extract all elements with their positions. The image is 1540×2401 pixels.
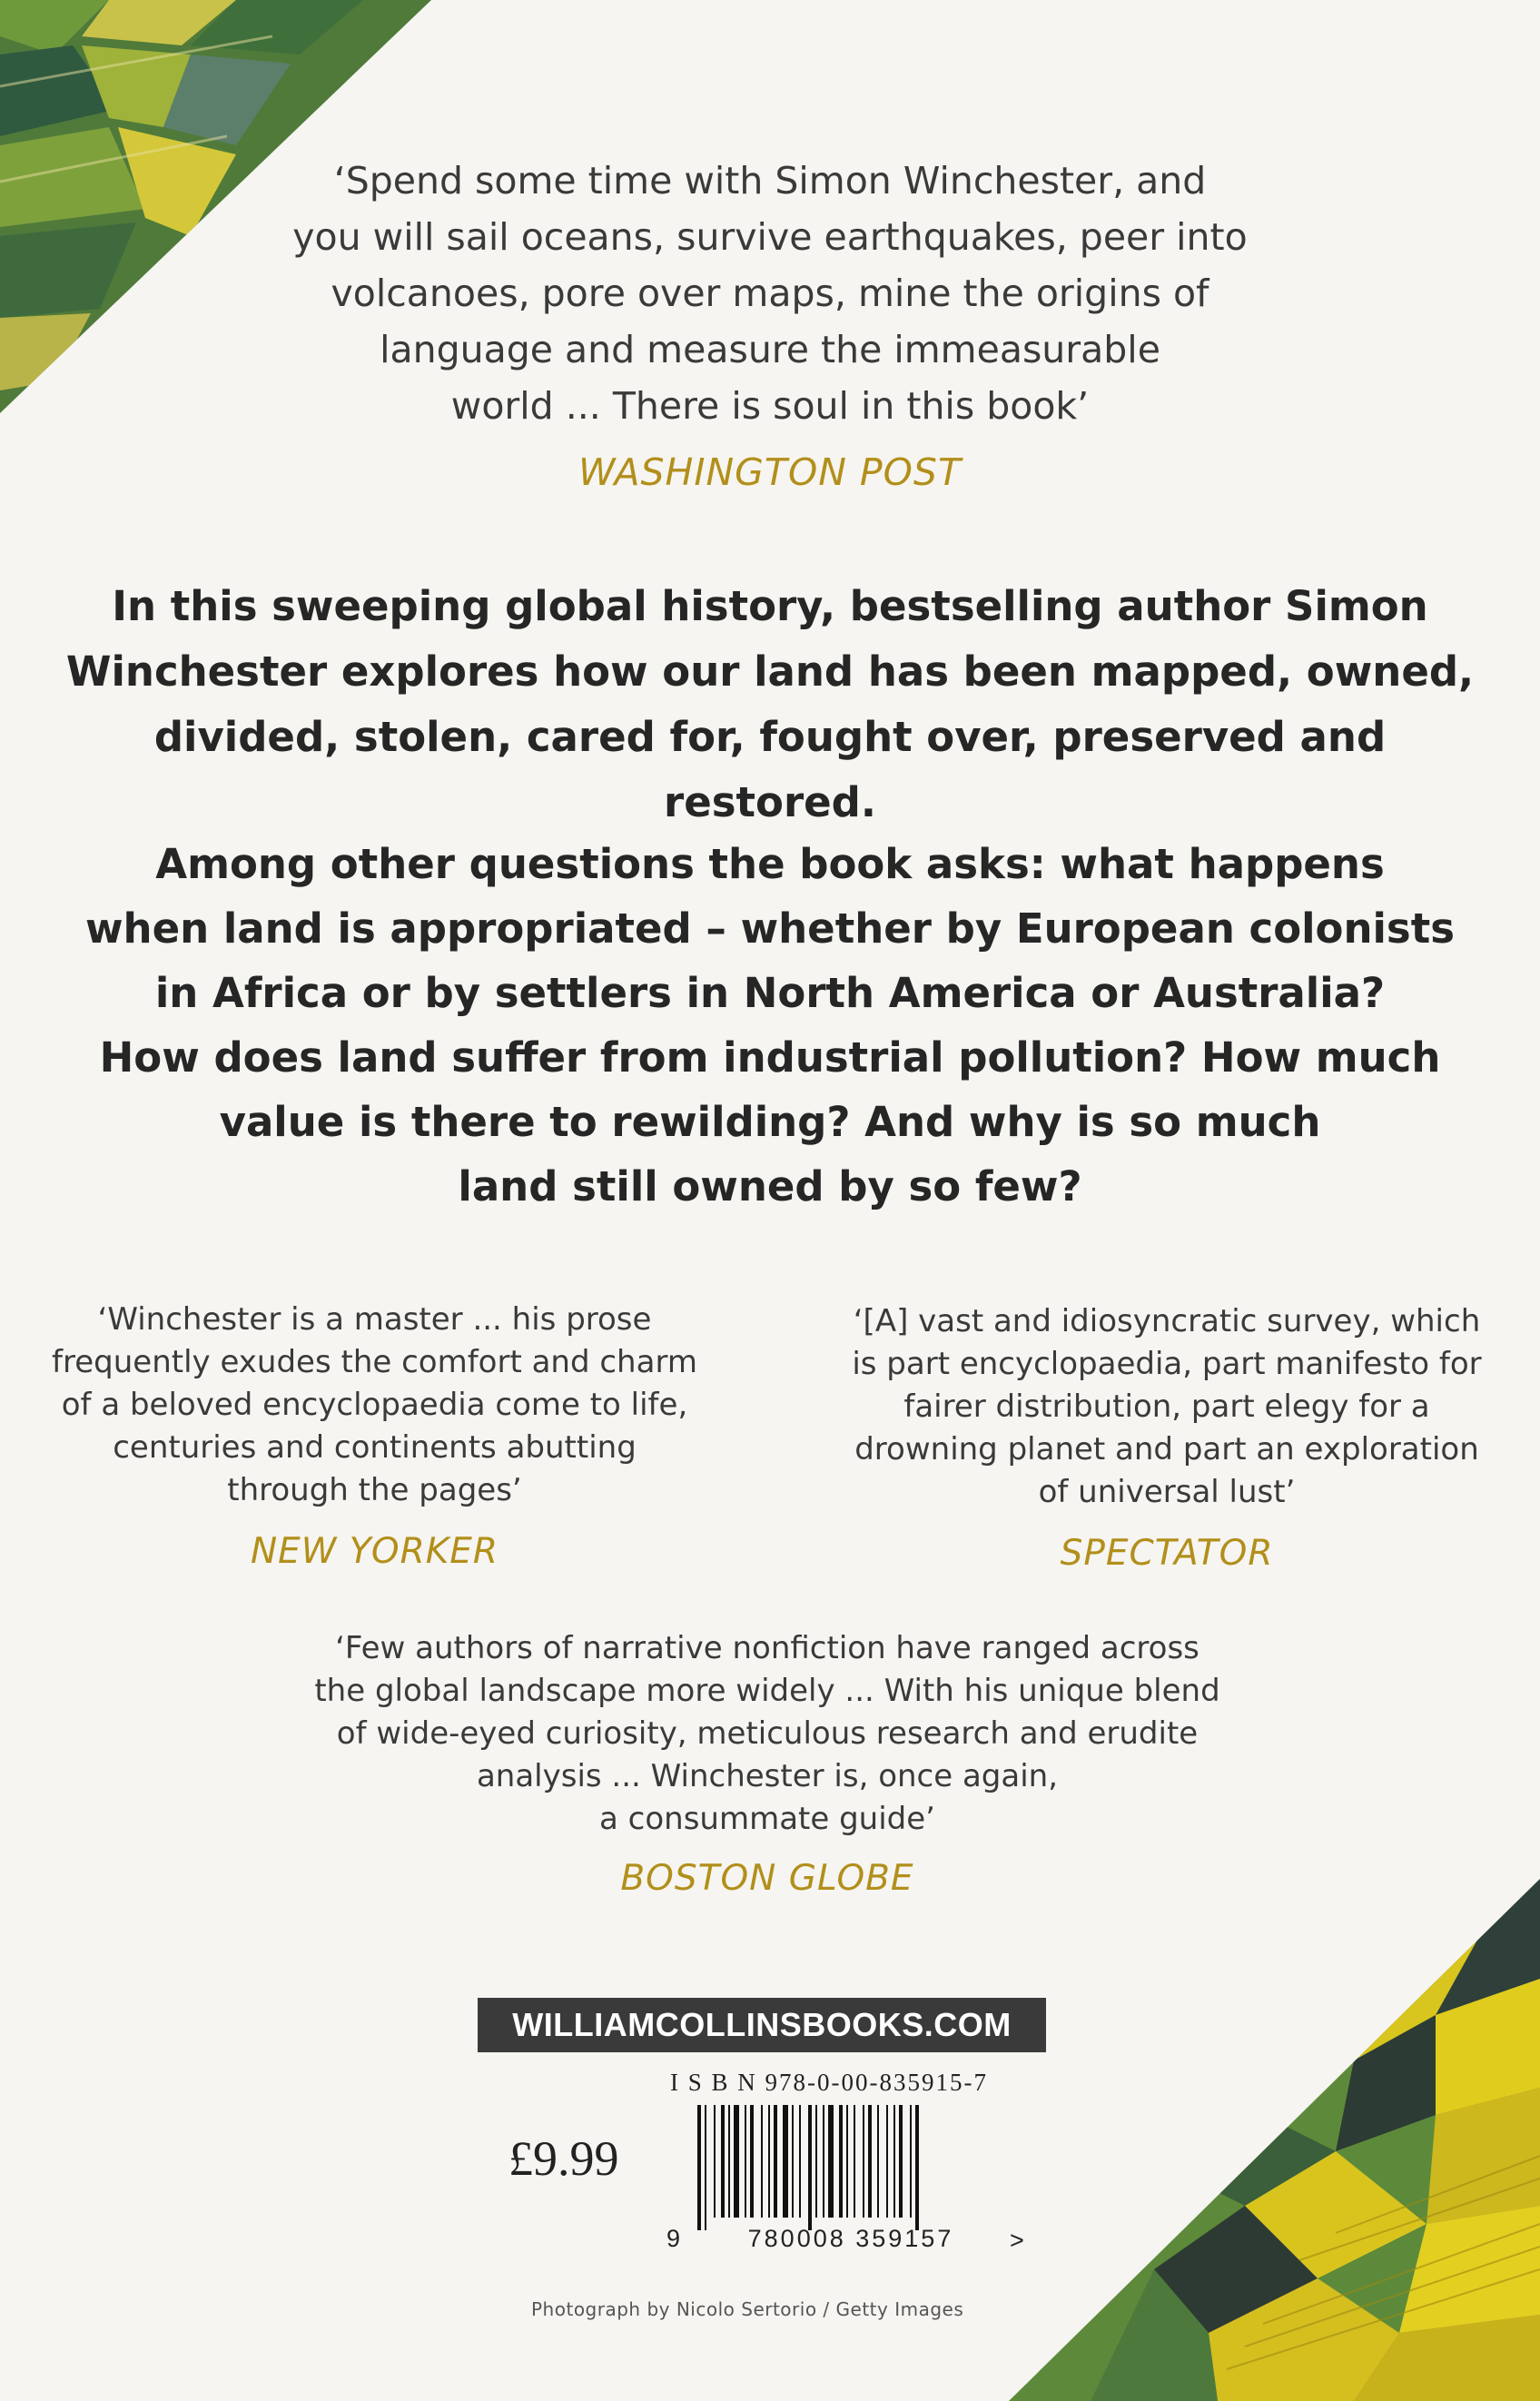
barcode-bar xyxy=(846,2105,848,2218)
quote-line: fairer distribution, part elegy for a xyxy=(903,1388,1430,1425)
barcode-bar xyxy=(774,2105,777,2218)
quote-line: language and measure the immeasurable xyxy=(380,328,1160,371)
quote-line: is part encyclopaedia, part manifesto for xyxy=(852,1346,1482,1382)
barcode-bar xyxy=(750,2105,754,2218)
review-quote-new-yorker xyxy=(18,1299,731,1512)
barcode-bar xyxy=(899,2105,903,2218)
price: £9.99 xyxy=(508,2131,619,2186)
barcode-bar xyxy=(863,2105,864,2218)
barcode-bar xyxy=(761,2105,763,2218)
quote-line: ‘Few authors of narrative nonfiction have ranged across xyxy=(335,1630,1199,1666)
quote-line: a consummate guide’ xyxy=(599,1801,935,1837)
blurb-line: How does land suffer from industrial pollution? How much xyxy=(99,1033,1441,1082)
barcode-graphic xyxy=(696,2105,1006,2230)
quote-line: ‘Winchester is a master ... his prose xyxy=(97,1301,652,1338)
barcode-bar xyxy=(886,2105,888,2218)
barcode-bar xyxy=(828,2105,834,2218)
blurb-line: In this sweeping global history, bestselling author Simon xyxy=(112,582,1428,630)
publisher-website-banner: WILLIAMCOLLINSBOOKS.COM xyxy=(478,1998,1046,2052)
review-quote-spectator xyxy=(808,1300,1525,1514)
blurb-line: value is there to rewilding? And why is so much xyxy=(219,1098,1321,1146)
blurb-line: divided, stolen, cared for, fought over, preserved and restored. xyxy=(153,713,1387,826)
quote-line: the global landscape more widely ... With his unique blend xyxy=(314,1673,1220,1709)
quote-source-spectator: SPECTATOR xyxy=(1060,1533,1274,1574)
barcode-bar xyxy=(745,2105,746,2218)
barcode-bar xyxy=(734,2105,739,2218)
barcode-bar xyxy=(808,2105,812,2230)
barcode-bar xyxy=(815,2105,817,2218)
barcode-bar xyxy=(910,2105,912,2218)
blurb-line: Winchester explores how our land has been mapped, owned, xyxy=(65,647,1475,696)
barcode-bar xyxy=(823,2105,824,2218)
quote-line: analysis ... Winchester is, once again, xyxy=(476,1758,1059,1794)
review-quote-washington-post xyxy=(227,153,1313,434)
barcode-bar xyxy=(854,2105,855,2218)
blurb-line: when land is appropriated – whether by European colonists xyxy=(84,904,1455,953)
barcode-bar xyxy=(792,2105,794,2218)
quote-line: of wide-eyed curiosity, meticulous research and erudite xyxy=(336,1715,1199,1752)
barcode-bar xyxy=(915,2105,919,2230)
barcode-arrow: > xyxy=(1010,2227,1024,2254)
barcode-bar xyxy=(839,2105,843,2218)
barcode-first-digit: 9 xyxy=(666,2225,681,2252)
quote-source-new-yorker: NEW YORKER xyxy=(250,1531,499,1572)
barcode-bar xyxy=(721,2105,725,2218)
quote-source-washington-post: WASHINGTON POST xyxy=(578,450,962,494)
review-quote-boston-globe xyxy=(272,1627,1262,1841)
barcode-bar xyxy=(799,2105,801,2218)
quote-line: drowning planet and part an exploration xyxy=(854,1431,1479,1467)
quote-line: world ... There is soul in this book’ xyxy=(450,384,1090,428)
barcode-bar xyxy=(893,2105,895,2218)
barcode-bar xyxy=(768,2105,770,2218)
barcode-bar xyxy=(877,2105,879,2218)
isbn-label: I S B N 978-0-00-835915-7 xyxy=(670,2069,988,2096)
quote-line: of a beloved encyclopaedia come to life, xyxy=(61,1387,688,1423)
quote-line: centuries and continents abutting xyxy=(113,1429,637,1466)
quote-line: you will sail oceans, survive earthquakes, peer into xyxy=(292,215,1248,259)
barcode-bar xyxy=(868,2105,872,2218)
blurb-line: Among other questions the book asks: what happens xyxy=(155,840,1385,888)
quote-line: frequently exudes the comfort and charm xyxy=(52,1344,697,1380)
barcode-bar xyxy=(783,2105,788,2218)
barcode-bar xyxy=(705,2105,706,2230)
barcode-bar xyxy=(728,2105,730,2218)
blurb-paragraph-1 xyxy=(54,574,1486,835)
blurb-line: in Africa or by settlers in North America or Australia? xyxy=(154,969,1386,1017)
aerial-fields-photo-bottom-right xyxy=(1009,1879,1540,2401)
blurb-line: land still owned by so few? xyxy=(458,1162,1082,1210)
quote-line: ‘Spend some time with Simon Winchester, and xyxy=(333,159,1207,203)
photo-credit: Photograph by Nicolo Sertorio / Getty Images xyxy=(531,2298,964,2320)
quote-line: of universal lust’ xyxy=(1038,1474,1296,1510)
barcode-digits: 780008 359157 xyxy=(747,2225,954,2252)
blurb-paragraph-2 xyxy=(82,832,1458,1219)
quote-source-boston-globe: BOSTON GLOBE xyxy=(620,1858,914,1899)
barcode-bar xyxy=(697,2105,701,2230)
quote-line: volcanoes, pore over maps, mine the origins of xyxy=(331,272,1209,315)
barcode-bar xyxy=(714,2105,716,2218)
quote-line: ‘[A] vast and idiosyncratic survey, which xyxy=(853,1303,1481,1339)
quote-line: through the pages’ xyxy=(227,1472,522,1508)
